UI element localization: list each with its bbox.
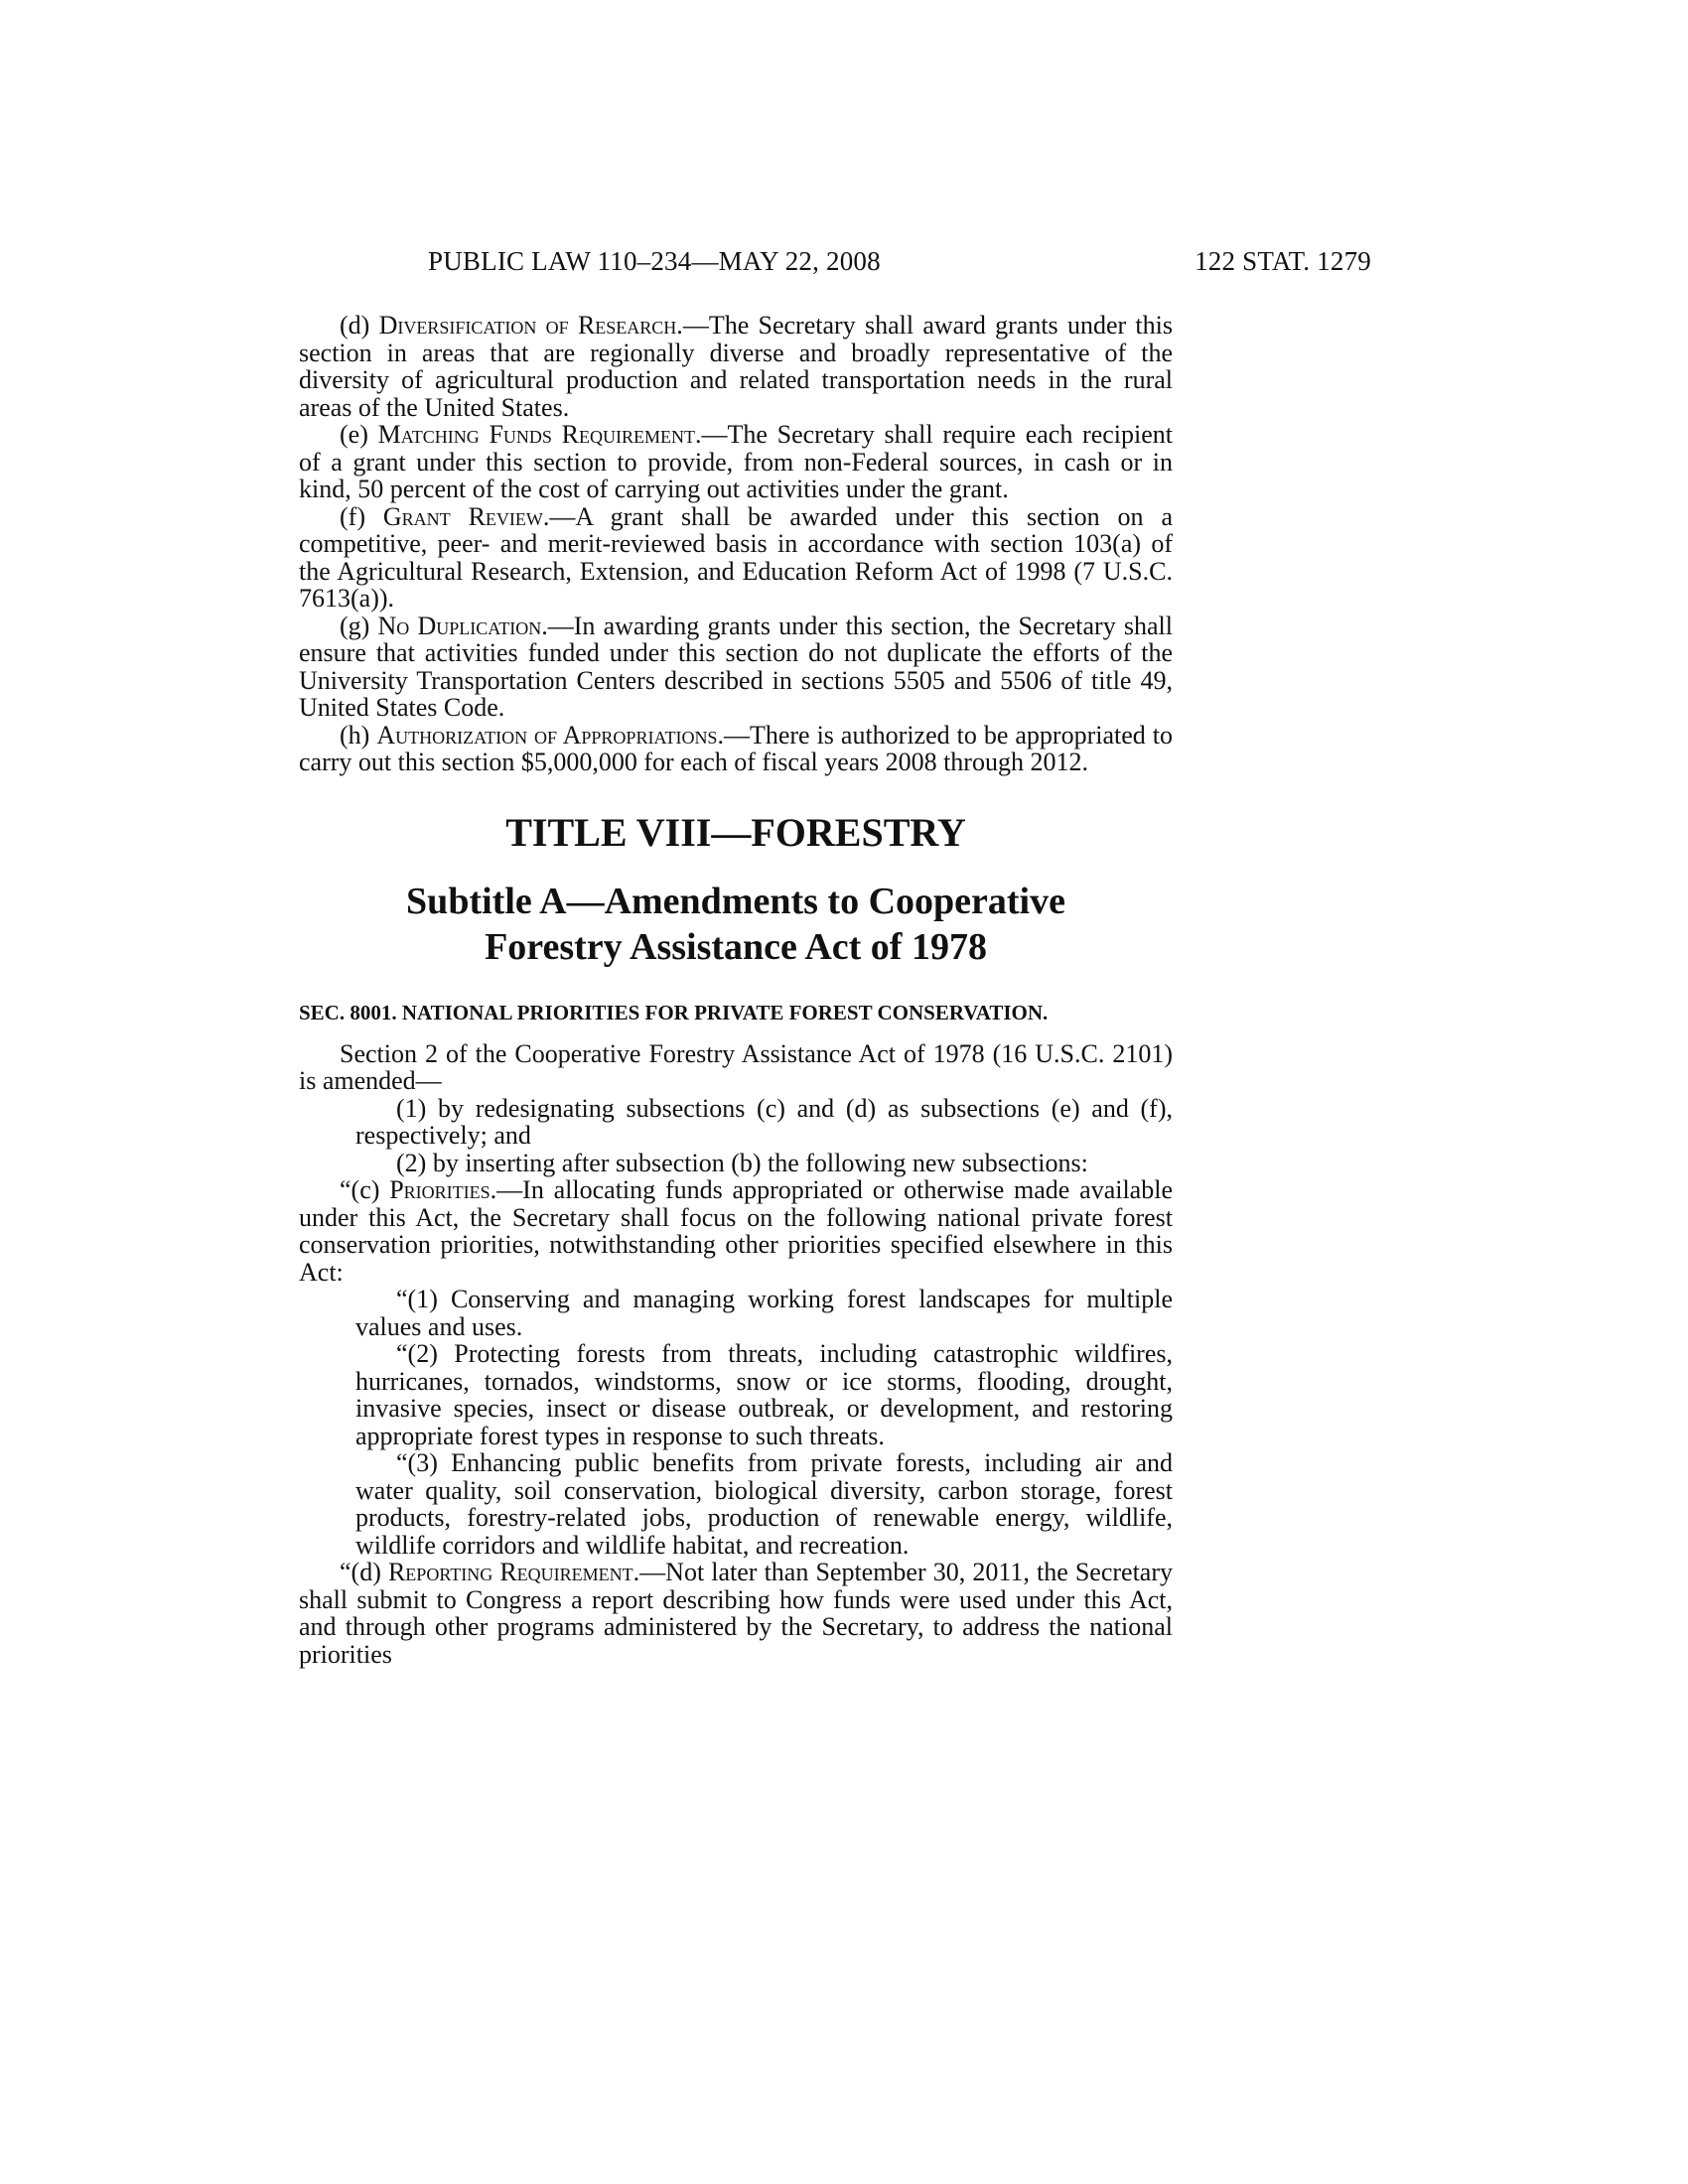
subtitle-heading xyxy=(299,879,1173,970)
subsection-f-grant-review xyxy=(299,503,1173,613)
subsection-heading: Diversification of Research. xyxy=(378,311,683,340)
subsection-c-priorities xyxy=(299,1176,1173,1286)
title-heading: TITLE VIII—FORESTRY xyxy=(505,809,966,855)
subsection-label: (g) xyxy=(340,611,378,640)
subsection-heading: Authorization of Appropriations. xyxy=(376,720,724,750)
subsection-label: (d) xyxy=(340,311,379,340)
priority-item-2: “(2) Protecting forests from threats, including catastrophic wildfires, hurricanes, tornados, windstorms, snow or ice storms, flooding, drought, invasive species, insect or disease outbreak, or development, and restoring appropriate forest types in response to such threats. xyxy=(355,1339,1173,1450)
subsection-e-matching-funds xyxy=(299,421,1173,503)
priority-item-3: “(3) Enhancing public benefits from private forests, including air and water quality, soil conservation, biological diversity, carbon storage, forest products, forestry-related jobs, production of renewable energy, wildlife, wildlife corridors and wildlife habitat, and recreation. xyxy=(355,1448,1173,1560)
section-heading: SEC. 8001. NATIONAL PRIORITIES FOR PRIVATE FOREST CONSERVATION. xyxy=(299,1000,1049,1024)
subsection-text: —There is authorized to be appropriated to carry out this section $5,000,000 for each of fiscal years 2008 through 2012. xyxy=(299,720,1173,776)
subsection-heading: Grant Review. xyxy=(382,501,550,531)
amendment-item-2: (2) by inserting after subsection (b) the following new subsections: xyxy=(396,1148,1088,1177)
subsection-text: —The Secretary shall award grants under this section in areas that are regionally diverse and broadly representative of the diversity of agricultural production and related transportation needs in the rural areas of the United States. xyxy=(299,311,1173,422)
subtitle-line-2: Forestry Assistance Act of 1978 xyxy=(485,925,987,968)
subsection-heading: Matching Funds Requirement. xyxy=(377,420,702,449)
subtitle-line-1: Subtitle A—Amendments to Cooperative xyxy=(406,880,1065,922)
subsection-text: —In allocating funds appropriated or otherwise made available under this Act, the Secretary shall focus on the following national private forest conservation priorities, notwithstanding other priorities specified elsewhere in this Act: xyxy=(299,1175,1173,1287)
subsection-label: “(c) xyxy=(340,1175,390,1204)
subsection-label: “(d) xyxy=(340,1558,388,1586)
subsection-label: (f) xyxy=(340,501,383,531)
subsection-text: —In awarding grants under this section, the Secretary shall ensure that activities funded under this section do not duplicate the efforts of the University Transportation Centers described in sections 5505 and 5506 of title 49, United States Code. xyxy=(299,611,1173,722)
page-header xyxy=(299,246,1371,286)
subsection-d-reporting xyxy=(299,1559,1173,1668)
subsection-g-no-duplication xyxy=(299,613,1173,722)
subsection-heading: Priorities. xyxy=(389,1175,497,1204)
stat-reference: 122 STAT. 1279 xyxy=(1195,246,1371,276)
subsection-heading: No Duplication. xyxy=(377,611,548,640)
subsection-h-appropriations xyxy=(299,722,1173,776)
subsection-text: —The Secretary shall require each recipient of a grant under this section to provide, from non-Federal sources, in cash or in kind, 50 percent of the cost of carrying out activities under the grant. xyxy=(299,420,1173,503)
subsection-label: (h) xyxy=(340,720,377,750)
document-body xyxy=(299,312,1173,1668)
subsection-text: —A grant shall be awarded under this section on a competitive, peer- and merit-reviewed basis in accordance with section 103(a) of the Agricultural Research, Extension, and Education Reform Act of 1998 (7 U.S.C. 7613(a)). xyxy=(299,501,1173,613)
subsection-text: —Not later than September 30, 2011, the Secretary shall submit to Congress a report describing how funds were used under this Act, and through other programs administered by the Secretary, to address the national priorities xyxy=(299,1558,1174,1669)
amendment-item-1: (1) by redesignating subsections (c) and (d) as subsections (e) and (f), respectively; and xyxy=(355,1093,1173,1150)
running-head: PUBLIC LAW 110–234—MAY 22, 2008 xyxy=(428,246,881,276)
subsection-heading: Reporting Requirement. xyxy=(387,1558,640,1586)
subsection-d-diversification xyxy=(299,312,1173,421)
priority-item-1: “(1) Conserving and managing working forest landscapes for multiple values and uses. xyxy=(355,1285,1173,1341)
subsection-label: (e) xyxy=(340,420,378,449)
section-intro: Section 2 of the Cooperative Forestry Assistance Act of 1978 (16 U.S.C. 2101) is amended— xyxy=(299,1038,1173,1095)
